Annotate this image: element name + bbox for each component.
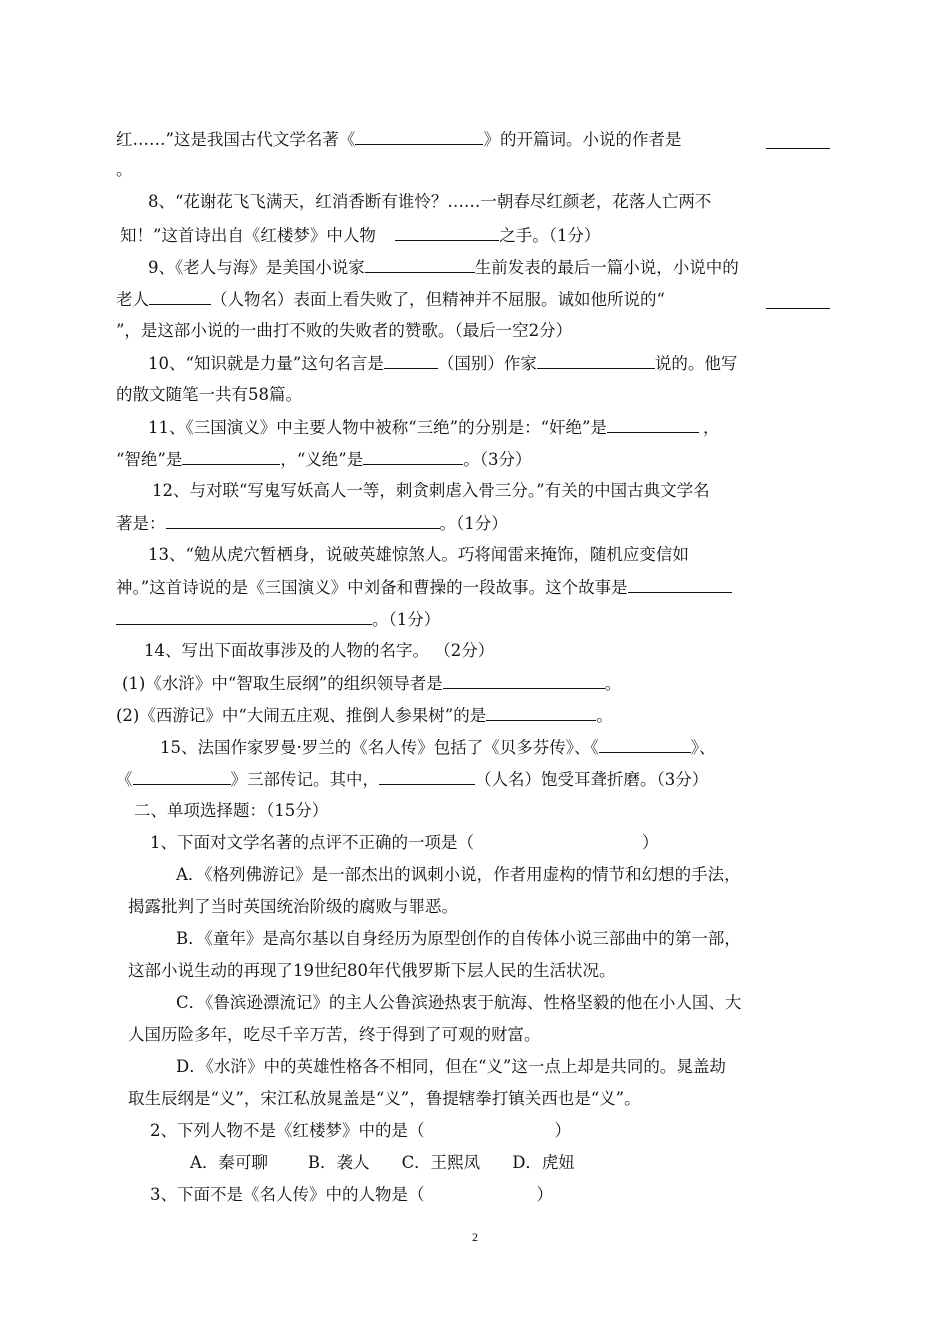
answer-blank[interactable] [182,448,280,465]
section-heading [134,800,328,822]
text-segment: 2、下列人物不是《红楼梦》中的是（ [150,1121,425,1140]
text-segment: 》三部传记。其中， [230,770,379,789]
question-14 [144,640,494,662]
text-segment: C．《鲁滨逊漂流记》的主人公鲁滨逊热衷于航海、性格坚毅的他在小人国、大 [176,993,742,1012]
option-d [176,1056,726,1078]
answer-blank[interactable] [607,416,699,433]
text-line [120,224,600,247]
question-10 [148,352,737,375]
answer-blank[interactable] [537,352,655,369]
text-segment: B．《童年》是高尔基以自身经历为原型创作的自传体小说三部曲中的第一部， [176,929,741,948]
text-segment: 。（3分） [463,450,532,469]
answer-blank[interactable] [355,128,483,145]
text-line [122,672,621,695]
answer-blank[interactable] [599,736,691,753]
text-line [116,128,681,151]
answer-blank[interactable] [379,768,475,785]
text-segment: 说的。他写 [654,354,738,373]
text-segment: 》、 [690,738,716,757]
option-b: B．袭人 [307,1153,370,1172]
text-segment: 11、《三国演义》中主要人物中被称“三绝”的分别是：“奸绝”是 [148,418,607,437]
text-segment: 的散文随笔一共有58篇。 [116,385,302,404]
text-segment: ） [642,833,659,852]
option-d: D．虎妞 [512,1153,575,1172]
text-line [128,1088,641,1110]
text-segment: 9、《老人与海》是美国小说家 [148,258,365,277]
answer-blank[interactable] [766,132,830,149]
text-segment: 14、写出下面故事涉及的人物的名字。 （2分） [144,641,495,660]
option-c: C．王熙凤 [401,1153,481,1172]
question-12 [152,480,710,502]
text-segment: 。（1分） [439,514,508,533]
option-a: A．秦可聊 [190,1153,268,1172]
text-segment: “智绝”是 [116,450,183,469]
text-segment: 。（1分） [372,610,441,629]
text-segment: 12、与对联“写鬼写妖高人一等，刺贪刺虐入骨三分。”有关的中国古典文学名 [152,481,710,500]
answer-blank[interactable] [365,256,475,273]
answer-blank[interactable] [116,608,372,625]
text-segment: （人物名）表面上看失败了，但精神并不屈服。诚如他所说的“ [211,290,665,309]
text-segment: （国别）作家 [437,354,537,373]
text-line [128,960,616,982]
text-segment: D．《水浒》中的英雄性格各不相同，但在“义”这一点上却是共同的。晁盖劫 [176,1057,726,1076]
question-11 [148,416,720,439]
text-line [128,1024,541,1046]
text-segment: 。 [116,160,133,179]
answer-blank[interactable] [486,704,596,721]
answer-blank[interactable] [443,672,605,689]
text-line [128,896,458,918]
page-number: 2 [472,1230,478,1244]
text-line [116,704,613,727]
text-line [116,159,133,181]
text-line [116,320,572,342]
text-segment: 13、“勉从虎穴暂栖身，说破英雄惊煞人。巧将闻雷来掩饰，随机应变信如 [148,545,689,564]
options-row [190,1152,575,1174]
question-8 [148,191,711,213]
answer-blank[interactable] [766,292,830,309]
answer-blank[interactable] [384,352,438,369]
option-a [176,864,741,886]
text-segment: (1)《水浒》中“智取生辰纲”的组织领导者是 [122,674,443,693]
text-segment: 著是： [116,514,166,533]
text-segment: 。 [596,706,613,725]
text-segment: 知！”这首诗出自《红楼梦》中人物 [120,226,376,245]
text-line [116,384,302,406]
text-segment: 生前发表的最后一篇小说，小说中的 [474,258,739,277]
text-segment: 红……”这是我国古代文学名著《 [116,130,356,149]
text-segment: ） [554,1121,571,1140]
answer-blank[interactable] [149,288,211,305]
option-b [176,928,741,950]
answer-blank[interactable] [395,224,499,241]
question-13 [148,544,689,566]
answer-blank[interactable] [166,512,440,529]
text-segment: 神。”这首诗说的是《三国演义》中刘备和曹操的一段故事。这个故事是 [116,578,628,597]
text-segment: 这部小说生动的再现了19世纪80年代俄罗斯下层人民的生活状况。 [128,961,616,980]
text-line [116,512,508,535]
mc-question-1 [150,832,659,854]
text-segment: 《 [116,770,133,789]
answer-blank[interactable] [133,768,231,785]
text-segment: 》的开篇词。小说的作者是 [483,130,682,149]
text-segment: 3、下面不是《名人传》中的人物是（ [150,1185,425,1204]
answer-blank[interactable] [363,448,463,465]
text-segment: ，“义绝”是 [280,450,364,469]
text-segment: 取生辰纲是“义”，宋江私放晁盖是“义”，鲁提辖拳打镇关西也是“义”。 [128,1089,641,1108]
text-segment: 揭露批判了当时英国统治阶级的腐败与罪恶。 [128,897,458,916]
text-segment: 人国历险多年，吃尽千辛万苦，终于得到了可观的财富。 [128,1025,541,1044]
text-segment: 15、法国作家罗曼·罗兰的《名人传》包括了《贝多芬传》、《 [160,738,599,757]
text-segment: 8、“花谢花飞飞满天，红消香断有谁怜？……一朝春尽红颜老，花落人亡两不 [148,192,712,211]
text-segment: A．《格列佛游记》是一部杰出的讽刺小说，作者用虚构的情节和幻想的手法， [176,865,741,884]
text-line [116,448,532,471]
question-9 [148,256,739,279]
text-segment: 10、“知识就是力量”这句名言是 [148,354,384,373]
text-segment: 二、单项选择题：（15分） [134,801,329,820]
text-line [116,608,440,631]
option-c [176,992,741,1014]
text-segment: ） [536,1185,553,1204]
question-15 [160,736,716,759]
text-segment: 1、下面对文学名著的点评不正确的一项是（ [150,833,474,852]
text-segment: ”，是这部小说的一曲打不败的失败者的赞歌。（最后一空2分） [116,321,573,340]
answer-blank[interactable] [628,576,732,593]
text-line [116,288,665,311]
text-segment: (2)《西游记》中“大闹五庄观、推倒人参果树”的是 [116,706,487,725]
mc-question-3 [150,1184,553,1206]
text-segment: （人名）饱受耳聋折磨。（3分） [475,770,709,789]
text-line [116,576,732,599]
text-segment: 。 [604,674,622,693]
mc-question-2 [150,1120,571,1142]
text-segment: ， [703,418,720,437]
text-line [116,768,708,791]
text-segment: 老人 [116,290,149,309]
text-segment: 之手。（1分） [499,226,601,245]
